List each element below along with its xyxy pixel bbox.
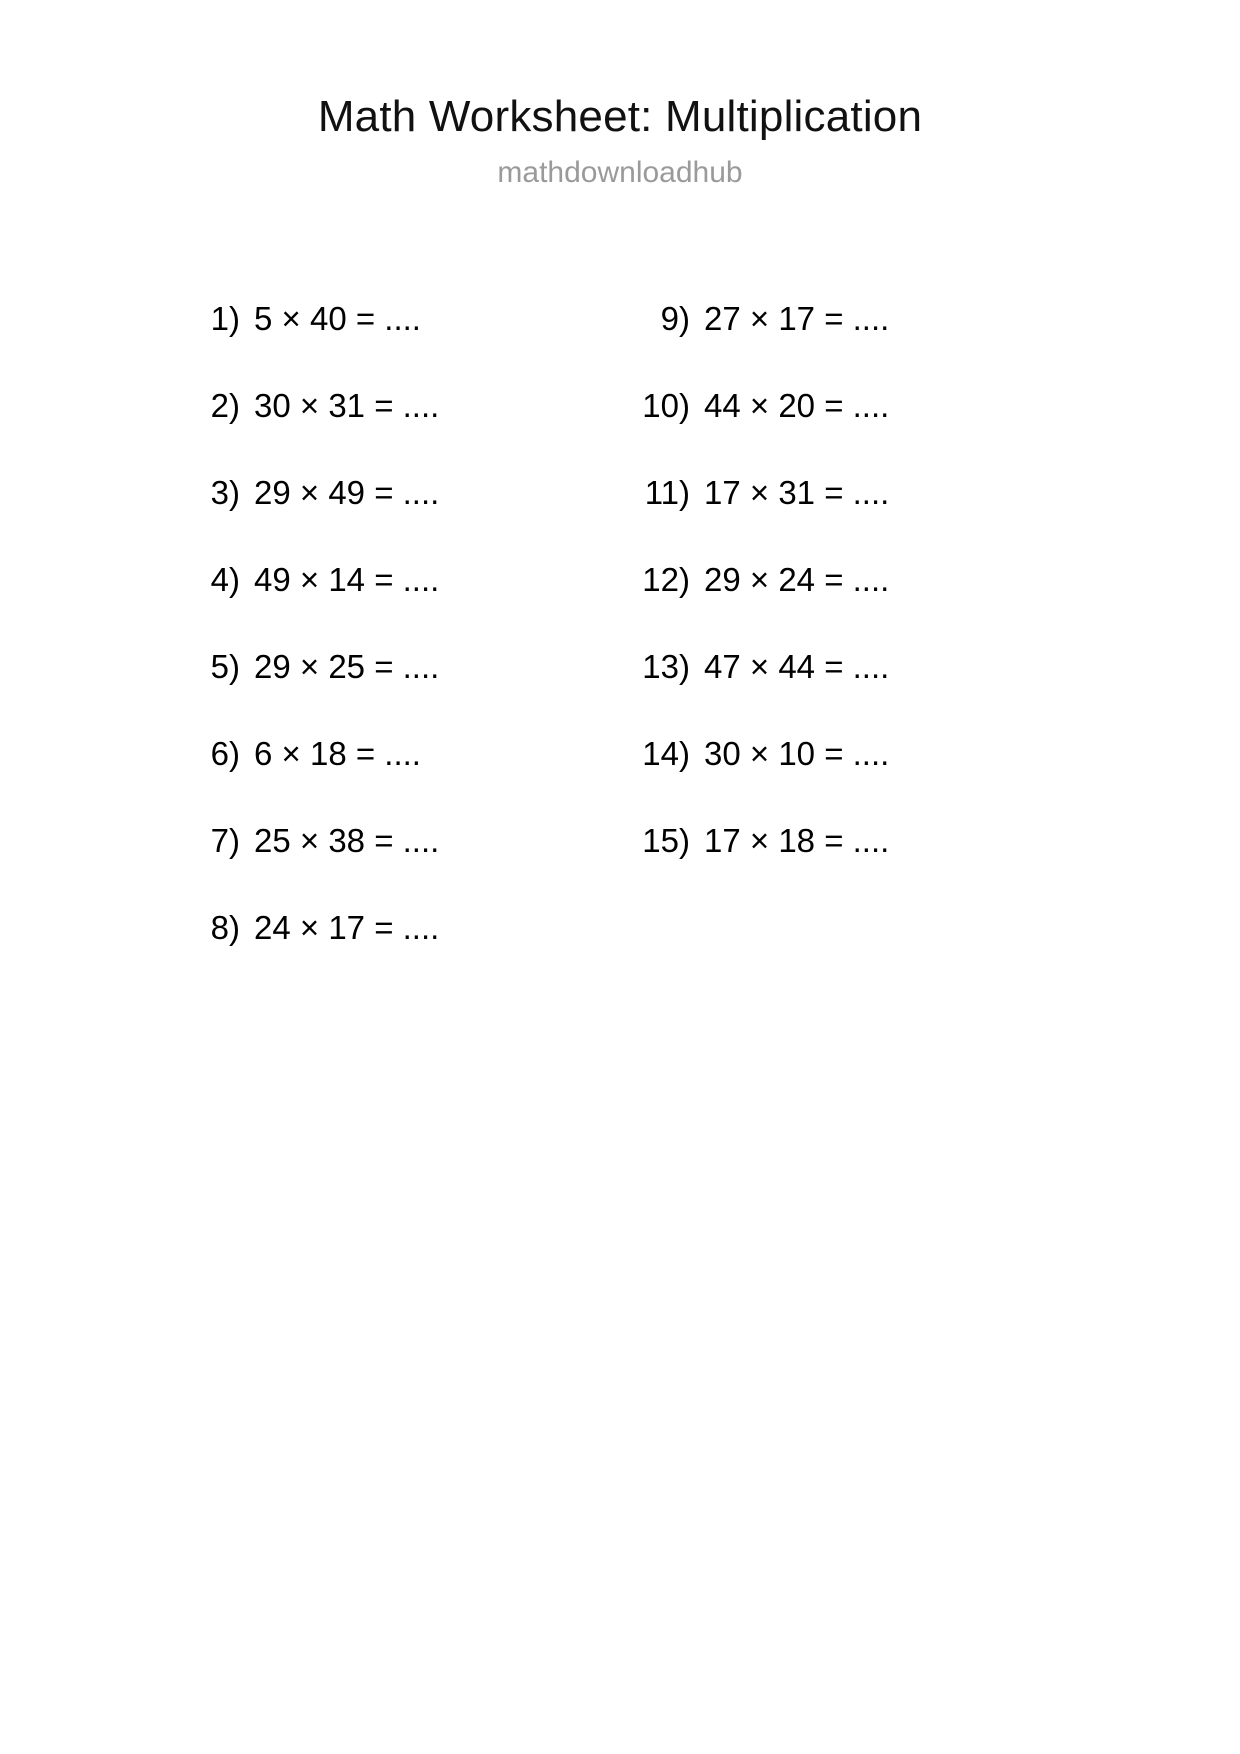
problem-number: 13): [642, 648, 690, 685]
problem-item: [628, 822, 988, 909]
problem-item: [178, 474, 528, 561]
problem-number: 4): [210, 561, 240, 598]
problem-item: [178, 735, 528, 822]
problem-number: 6): [210, 735, 240, 772]
problem-expression: 29 × 25 = ....: [254, 648, 440, 685]
problem-item: [628, 735, 988, 822]
problem-expression: 27 × 17 = ....: [704, 300, 890, 337]
problem-item: [178, 300, 528, 387]
problem-number: 1): [210, 300, 240, 337]
problem-expression: 30 × 10 = ....: [704, 735, 890, 772]
problem-number: 9): [660, 300, 690, 337]
problem-number: 15): [642, 822, 690, 859]
problem-item: [178, 822, 528, 909]
problem-column-right: [628, 300, 988, 996]
problem-expression: 30 × 31 = ....: [254, 387, 440, 424]
problem-expression: 29 × 24 = ....: [704, 561, 890, 598]
problem-item: [178, 561, 528, 648]
problem-number: 3): [210, 474, 240, 511]
problem-expression: 6 × 18 = ....: [254, 735, 421, 772]
problem-item: [628, 387, 988, 474]
problem-item: [628, 648, 988, 735]
problem-expression: 44 × 20 = ....: [704, 387, 890, 424]
problem-expression: 17 × 18 = ....: [704, 822, 890, 859]
problem-item: [178, 648, 528, 735]
problem-number: 14): [642, 735, 690, 772]
problem-number: 7): [210, 822, 240, 859]
problem-item: [628, 300, 988, 387]
page-title: Math Worksheet: Multiplication: [317, 92, 923, 141]
problem-item: [178, 909, 528, 996]
problem-number: 10): [642, 387, 690, 424]
problem-expression: 49 × 14 = ....: [254, 561, 440, 598]
problem-number: 2): [210, 387, 240, 424]
problem-column-left: [178, 300, 528, 996]
problem-expression: 25 × 38 = ....: [254, 822, 440, 859]
problem-expression: 5 × 40 = ....: [254, 300, 421, 337]
problem-number: 11): [644, 474, 690, 511]
problem-expression: 47 × 44 = ....: [704, 648, 890, 685]
problem-item: [628, 561, 988, 648]
problem-expression: 17 × 31 = ....: [704, 474, 890, 511]
problem-expression: 29 × 49 = ....: [254, 474, 440, 511]
problem-item: [628, 474, 988, 561]
problem-list: [0, 300, 1240, 996]
problem-number: 12): [642, 561, 690, 598]
problem-number: 8): [210, 909, 240, 946]
problem-item: [178, 387, 528, 474]
page-subtitle: mathdownloadhub: [497, 156, 743, 189]
problem-expression: 24 × 17 = ....: [254, 909, 440, 946]
problem-number: 5): [210, 648, 240, 685]
